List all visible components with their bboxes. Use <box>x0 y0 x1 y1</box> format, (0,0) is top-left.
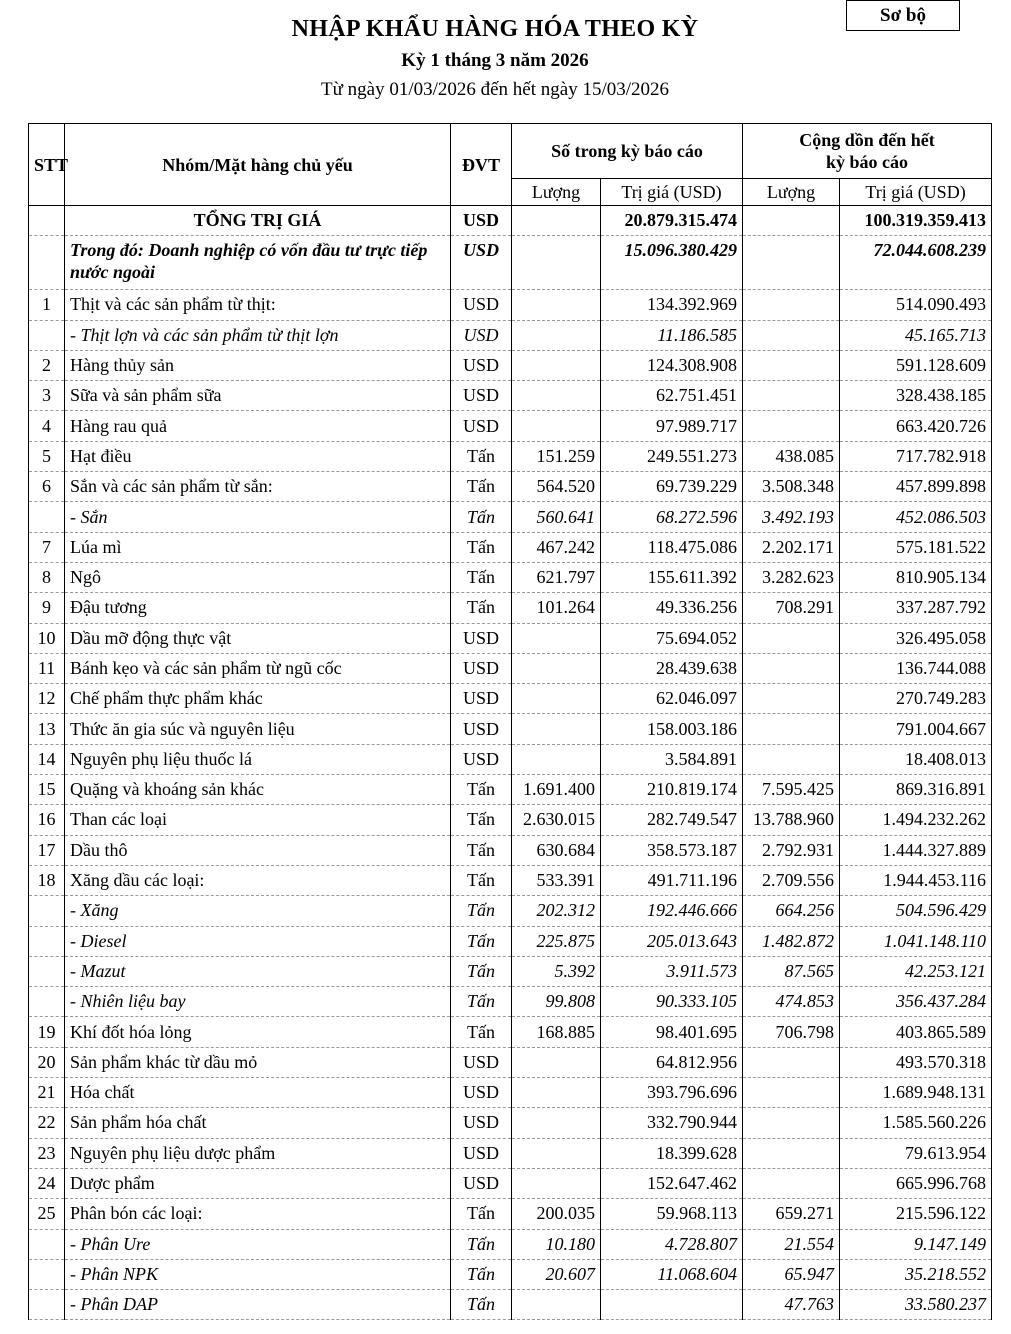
sub-item-row <box>29 926 992 956</box>
item-cum-value: 717.782.918 <box>840 441 992 471</box>
item-period-qty: 621.797 <box>512 562 601 592</box>
item-stt: 21 <box>29 1078 65 1108</box>
item-period-qty <box>512 1168 601 1198</box>
item-cum-qty: 708.291 <box>743 593 840 623</box>
total-period-value: 20.879.315.474 <box>601 206 743 236</box>
item-period-value: 155.611.392 <box>601 562 743 592</box>
item-cum-value: 665.996.768 <box>840 1168 992 1198</box>
item-name: Quặng và khoáng sản khác <box>65 775 451 805</box>
item-unit: Tấn <box>451 1259 512 1289</box>
header-cum-qty: Lượng <box>743 179 840 206</box>
item-unit: USD <box>451 290 512 320</box>
item-row <box>29 805 992 835</box>
item-name: - Mazut <box>65 956 451 986</box>
item-cum-value: 791.004.667 <box>840 714 992 744</box>
item-unit: USD <box>451 1078 512 1108</box>
item-cum-value: 493.570.318 <box>840 1047 992 1077</box>
item-cum-value: 810.905.134 <box>840 562 992 592</box>
item-period-value: 3.584.891 <box>601 744 743 774</box>
header-unit: ĐVT <box>451 124 512 206</box>
item-cum-qty: 21.554 <box>743 1229 840 1259</box>
total-unit: USD <box>451 206 512 236</box>
item-unit: Tấn <box>451 1229 512 1259</box>
item-cum-value: 326.495.058 <box>840 623 992 653</box>
item-name: - Thịt lợn và các sản phẩm từ thịt lợn <box>65 320 451 350</box>
item-period-qty: 151.259 <box>512 441 601 471</box>
item-row <box>29 1017 992 1047</box>
item-cum-value: 514.090.493 <box>840 290 992 320</box>
item-row <box>29 1199 992 1229</box>
item-period-value: 28.439.638 <box>601 653 743 683</box>
item-stt: 10 <box>29 623 65 653</box>
item-period-qty <box>512 653 601 683</box>
item-stt: 7 <box>29 532 65 562</box>
preliminary-badge: Sơ bộ <box>846 0 960 31</box>
item-period-value: 205.013.643 <box>601 926 743 956</box>
item-row <box>29 1078 992 1108</box>
item-unit: Tấn <box>451 865 512 895</box>
item-period-value: 332.790.944 <box>601 1108 743 1138</box>
item-stt <box>29 956 65 986</box>
item-cum-qty <box>743 1108 840 1138</box>
item-unit: USD <box>451 653 512 683</box>
item-cum-qty: 47.763 <box>743 1290 840 1320</box>
item-row <box>29 623 992 653</box>
item-stt: 18 <box>29 865 65 895</box>
item-period-value: 69.739.229 <box>601 472 743 502</box>
item-stt <box>29 987 65 1017</box>
item-stt: 4 <box>29 411 65 441</box>
item-period-value: 134.392.969 <box>601 290 743 320</box>
item-cum-qty <box>743 1047 840 1077</box>
item-unit: Tấn <box>451 562 512 592</box>
item-unit: USD <box>451 1108 512 1138</box>
item-cum-value: 1.944.453.116 <box>840 865 992 895</box>
item-name: Hạt điều <box>65 441 451 471</box>
item-unit: Tấn <box>451 593 512 623</box>
item-cum-value: 1.444.327.889 <box>840 835 992 865</box>
item-stt <box>29 926 65 956</box>
item-cum-value: 35.218.552 <box>840 1259 992 1289</box>
item-cum-qty <box>743 1168 840 1198</box>
item-row <box>29 744 992 774</box>
item-cum-value: 663.420.726 <box>840 411 992 441</box>
item-unit: USD <box>451 350 512 380</box>
item-row <box>29 441 992 471</box>
item-period-value: 11.068.604 <box>601 1259 743 1289</box>
item-period-value: 49.336.256 <box>601 593 743 623</box>
item-stt: 17 <box>29 835 65 865</box>
item-cum-qty <box>743 714 840 744</box>
item-period-qty: 99.808 <box>512 987 601 1017</box>
item-cum-qty <box>743 1138 840 1168</box>
item-stt: 5 <box>29 441 65 471</box>
item-unit: Tấn <box>451 502 512 532</box>
item-period-qty <box>512 1047 601 1077</box>
item-cum-value: 403.865.589 <box>840 1017 992 1047</box>
header-cum-value: Trị giá (USD) <box>840 179 992 206</box>
item-cum-qty <box>743 623 840 653</box>
item-period-qty: 560.641 <box>512 502 601 532</box>
item-unit: Tấn <box>451 472 512 502</box>
item-cum-qty: 2.202.171 <box>743 532 840 562</box>
item-stt: 8 <box>29 562 65 592</box>
item-row <box>29 411 992 441</box>
item-period-value: 282.749.547 <box>601 805 743 835</box>
sub-item-row <box>29 896 992 926</box>
fdi-row <box>29 236 992 290</box>
item-name: Phân bón các loại: <box>65 1199 451 1229</box>
item-row <box>29 1047 992 1077</box>
item-name: Thịt và các sản phẩm từ thịt: <box>65 290 451 320</box>
sub-item-row <box>29 502 992 532</box>
item-cum-qty <box>743 381 840 411</box>
header-cumulative-line1: Cộng dồn đến hết <box>799 130 935 150</box>
item-unit: USD <box>451 1047 512 1077</box>
report-period: Từ ngày 01/03/2026 đến hết ngày 15/03/2026 <box>320 79 670 100</box>
sub-item-row <box>29 1229 992 1259</box>
header-cumulative-group <box>743 124 992 179</box>
item-period-qty: 533.391 <box>512 865 601 895</box>
item-period-value: 62.046.097 <box>601 684 743 714</box>
sub-item-row <box>29 987 992 1017</box>
item-name: - Xăng <box>65 896 451 926</box>
fdi-cum-value: 72.044.608.239 <box>840 236 992 290</box>
item-name: Ngô <box>65 562 451 592</box>
item-cum-value: 337.287.792 <box>840 593 992 623</box>
item-unit: USD <box>451 1168 512 1198</box>
item-period-qty: 5.392 <box>512 956 601 986</box>
item-unit: Tấn <box>451 987 512 1017</box>
item-row <box>29 1108 992 1138</box>
item-name: Sắn và các sản phẩm từ sắn: <box>65 472 451 502</box>
item-stt <box>29 896 65 926</box>
total-row <box>29 206 992 236</box>
item-cum-value: 1.041.148.110 <box>840 926 992 956</box>
item-cum-value: 504.596.429 <box>840 896 992 926</box>
item-stt: 19 <box>29 1017 65 1047</box>
item-period-value: 192.446.666 <box>601 896 743 926</box>
item-row <box>29 865 992 895</box>
item-cum-value: 1.689.948.131 <box>840 1078 992 1108</box>
item-cum-qty: 706.798 <box>743 1017 840 1047</box>
total-cum-value: 100.319.359.413 <box>840 206 992 236</box>
item-cum-qty <box>743 411 840 441</box>
item-period-value: 491.711.196 <box>601 865 743 895</box>
item-period-qty <box>512 411 601 441</box>
item-period-qty: 467.242 <box>512 532 601 562</box>
item-cum-value: 575.181.522 <box>840 532 992 562</box>
item-cum-qty <box>743 744 840 774</box>
item-cum-qty <box>743 320 840 350</box>
item-period-value: 59.968.113 <box>601 1199 743 1229</box>
item-period-value: 18.399.628 <box>601 1138 743 1168</box>
item-unit: USD <box>451 684 512 714</box>
item-cum-qty <box>743 653 840 683</box>
item-stt: 3 <box>29 381 65 411</box>
item-stt <box>29 502 65 532</box>
item-period-value: 4.728.807 <box>601 1229 743 1259</box>
fdi-period-value: 15.096.380.429 <box>601 236 743 290</box>
header-cumulative-line2: kỳ báo cáo <box>826 152 909 172</box>
item-stt: 22 <box>29 1108 65 1138</box>
item-period-qty <box>512 350 601 380</box>
item-unit: USD <box>451 411 512 441</box>
item-unit: USD <box>451 381 512 411</box>
item-unit: Tấn <box>451 1290 512 1320</box>
item-name: Khí đốt hóa lỏng <box>65 1017 451 1047</box>
item-cum-qty <box>743 290 840 320</box>
item-cum-value: 215.596.122 <box>840 1199 992 1229</box>
item-name: - Phân NPK <box>65 1259 451 1289</box>
item-name: Nguyên phụ liệu dược phẩm <box>65 1138 451 1168</box>
item-period-value: 64.812.956 <box>601 1047 743 1077</box>
item-name: - Phân DAP <box>65 1290 451 1320</box>
header-stt: STT <box>29 124 65 206</box>
item-row <box>29 381 992 411</box>
item-row <box>29 472 992 502</box>
item-period-qty: 2.630.015 <box>512 805 601 835</box>
item-stt: 24 <box>29 1168 65 1198</box>
item-row <box>29 562 992 592</box>
item-name: Dược phẩm <box>65 1168 451 1198</box>
item-row <box>29 775 992 805</box>
item-stt <box>29 1259 65 1289</box>
item-name: Than các loại <box>65 805 451 835</box>
item-cum-value: 136.744.088 <box>840 653 992 683</box>
item-period-value: 210.819.174 <box>601 775 743 805</box>
item-unit: USD <box>451 744 512 774</box>
item-row <box>29 835 992 865</box>
item-cum-qty: 13.788.960 <box>743 805 840 835</box>
item-period-value: 393.796.696 <box>601 1078 743 1108</box>
item-unit: Tấn <box>451 532 512 562</box>
item-period-value: 118.475.086 <box>601 532 743 562</box>
item-unit: Tấn <box>451 1199 512 1229</box>
item-row <box>29 350 992 380</box>
item-cum-qty <box>743 1078 840 1108</box>
item-period-qty <box>512 1290 601 1320</box>
item-name: Hàng rau quả <box>65 411 451 441</box>
item-unit: Tấn <box>451 775 512 805</box>
item-cum-value: 79.613.954 <box>840 1138 992 1168</box>
sub-item-row <box>29 956 992 986</box>
item-unit: USD <box>451 320 512 350</box>
item-period-qty <box>512 320 601 350</box>
item-period-qty <box>512 684 601 714</box>
item-cum-qty: 1.482.872 <box>743 926 840 956</box>
item-period-qty: 202.312 <box>512 896 601 926</box>
item-period-qty: 564.520 <box>512 472 601 502</box>
item-period-value: 124.308.908 <box>601 350 743 380</box>
item-period-value <box>601 1290 743 1320</box>
page-subtitle: Kỳ 1 tháng 3 năm 2026 <box>401 50 589 71</box>
item-cum-value: 1.585.560.226 <box>840 1108 992 1138</box>
header-item-group: Nhóm/Mặt hàng chủ yếu <box>65 124 451 206</box>
item-period-qty <box>512 1108 601 1138</box>
item-period-value: 98.401.695 <box>601 1017 743 1047</box>
item-stt: 23 <box>29 1138 65 1168</box>
item-period-qty: 630.684 <box>512 835 601 865</box>
sub-item-row <box>29 1259 992 1289</box>
item-cum-qty: 474.853 <box>743 987 840 1017</box>
header-period-group: Số trong kỳ báo cáo <box>512 124 743 179</box>
item-period-qty: 101.264 <box>512 593 601 623</box>
fdi-label: Trong đó: Doanh nghiệp có vốn đầu tư trực tiếp nước ngoài <box>65 236 451 290</box>
item-cum-value: 18.408.013 <box>840 744 992 774</box>
item-period-qty: 225.875 <box>512 926 601 956</box>
item-name: Thức ăn gia súc và nguyên liệu <box>65 714 451 744</box>
item-name: Sản phẩm khác từ dầu mỏ <box>65 1047 451 1077</box>
item-cum-qty: 3.508.348 <box>743 472 840 502</box>
item-name: Dầu thô <box>65 835 451 865</box>
item-stt: 11 <box>29 653 65 683</box>
item-name: - Phân Ure <box>65 1229 451 1259</box>
item-cum-qty: 65.947 <box>743 1259 840 1289</box>
item-row <box>29 714 992 744</box>
sub-item-row <box>29 320 992 350</box>
item-unit: USD <box>451 714 512 744</box>
item-row <box>29 290 992 320</box>
item-cum-value: 270.749.283 <box>840 684 992 714</box>
item-period-value: 68.272.596 <box>601 502 743 532</box>
item-name: Lúa mì <box>65 532 451 562</box>
item-row <box>29 1138 992 1168</box>
item-period-qty: 20.607 <box>512 1259 601 1289</box>
item-cum-value: 452.086.503 <box>840 502 992 532</box>
item-unit: Tấn <box>451 956 512 986</box>
item-period-qty <box>512 1138 601 1168</box>
item-unit: Tấn <box>451 896 512 926</box>
item-name: - Diesel <box>65 926 451 956</box>
item-row <box>29 653 992 683</box>
item-cum-qty: 2.709.556 <box>743 865 840 895</box>
item-name: - Sắn <box>65 502 451 532</box>
item-period-qty <box>512 714 601 744</box>
item-cum-value: 328.438.185 <box>840 381 992 411</box>
item-period-value: 3.911.573 <box>601 956 743 986</box>
item-stt: 9 <box>29 593 65 623</box>
item-period-value: 11.186.585 <box>601 320 743 350</box>
item-unit: Tấn <box>451 441 512 471</box>
item-row <box>29 593 992 623</box>
fdi-unit: USD <box>451 236 512 290</box>
item-stt <box>29 1229 65 1259</box>
item-cum-value: 42.253.121 <box>840 956 992 986</box>
item-period-value: 358.573.187 <box>601 835 743 865</box>
item-name: Xăng dầu các loại: <box>65 865 451 895</box>
item-unit: Tấn <box>451 835 512 865</box>
header-period-value: Trị giá (USD) <box>601 179 743 206</box>
item-stt: 20 <box>29 1047 65 1077</box>
item-name: Chế phẩm thực phẩm khác <box>65 684 451 714</box>
page-title: NHẬP KHẨU HÀNG HÓA THEO KỲ <box>291 16 699 42</box>
item-period-value: 75.694.052 <box>601 623 743 653</box>
item-stt: 15 <box>29 775 65 805</box>
item-name: Nguyên phụ liệu thuốc lá <box>65 744 451 774</box>
item-unit: USD <box>451 623 512 653</box>
item-cum-qty: 3.492.193 <box>743 502 840 532</box>
item-name: Hóa chất <box>65 1078 451 1108</box>
item-stt: 14 <box>29 744 65 774</box>
item-period-qty <box>512 290 601 320</box>
item-stt: 2 <box>29 350 65 380</box>
item-stt <box>29 1290 65 1320</box>
item-period-value: 62.751.451 <box>601 381 743 411</box>
item-cum-qty: 664.256 <box>743 896 840 926</box>
item-name: Hàng thủy sản <box>65 350 451 380</box>
item-period-qty: 168.885 <box>512 1017 601 1047</box>
item-cum-value: 356.437.284 <box>840 987 992 1017</box>
item-period-qty <box>512 381 601 411</box>
item-cum-qty: 3.282.623 <box>743 562 840 592</box>
item-name: Sữa và sản phẩm sữa <box>65 381 451 411</box>
item-cum-qty: 87.565 <box>743 956 840 986</box>
item-cum-value: 45.165.713 <box>840 320 992 350</box>
item-name: Đậu tương <box>65 593 451 623</box>
sub-item-row <box>29 1290 992 1320</box>
item-unit: Tấn <box>451 926 512 956</box>
item-cum-qty: 659.271 <box>743 1199 840 1229</box>
item-period-value: 158.003.186 <box>601 714 743 744</box>
item-cum-value: 457.899.898 <box>840 472 992 502</box>
item-name: Sản phẩm hóa chất <box>65 1108 451 1138</box>
item-cum-value: 869.316.891 <box>840 775 992 805</box>
item-period-value: 152.647.462 <box>601 1168 743 1198</box>
item-period-value: 97.989.717 <box>601 411 743 441</box>
item-period-qty <box>512 1078 601 1108</box>
item-name: - Nhiên liệu bay <box>65 987 451 1017</box>
item-stt: 1 <box>29 290 65 320</box>
item-cum-qty <box>743 684 840 714</box>
item-stt: 16 <box>29 805 65 835</box>
item-row <box>29 684 992 714</box>
import-table <box>28 123 992 1320</box>
item-cum-qty: 7.595.425 <box>743 775 840 805</box>
item-stt: 25 <box>29 1199 65 1229</box>
total-label: TỔNG TRỊ GIÁ <box>65 206 451 236</box>
item-period-value: 249.551.273 <box>601 441 743 471</box>
item-name: Bánh kẹo và các sản phẩm từ ngũ cốc <box>65 653 451 683</box>
item-period-value: 90.333.105 <box>601 987 743 1017</box>
item-cum-value: 33.580.237 <box>840 1290 992 1320</box>
item-unit: Tấn <box>451 1017 512 1047</box>
header-period-qty: Lượng <box>512 179 601 206</box>
item-cum-value: 591.128.609 <box>840 350 992 380</box>
item-row <box>29 1168 992 1198</box>
item-period-qty: 10.180 <box>512 1229 601 1259</box>
item-unit: Tấn <box>451 805 512 835</box>
item-stt <box>29 320 65 350</box>
item-name: Dầu mỡ động thực vật <box>65 623 451 653</box>
item-stt: 6 <box>29 472 65 502</box>
item-cum-value: 9.147.149 <box>840 1229 992 1259</box>
item-row <box>29 532 992 562</box>
item-period-qty: 1.691.400 <box>512 775 601 805</box>
item-stt: 13 <box>29 714 65 744</box>
item-cum-qty: 2.792.931 <box>743 835 840 865</box>
item-period-qty: 200.035 <box>512 1199 601 1229</box>
item-cum-value: 1.494.232.262 <box>840 805 992 835</box>
item-stt: 12 <box>29 684 65 714</box>
item-period-qty <box>512 744 601 774</box>
item-unit: USD <box>451 1138 512 1168</box>
item-cum-qty: 438.085 <box>743 441 840 471</box>
item-cum-qty <box>743 350 840 380</box>
item-period-qty <box>512 623 601 653</box>
